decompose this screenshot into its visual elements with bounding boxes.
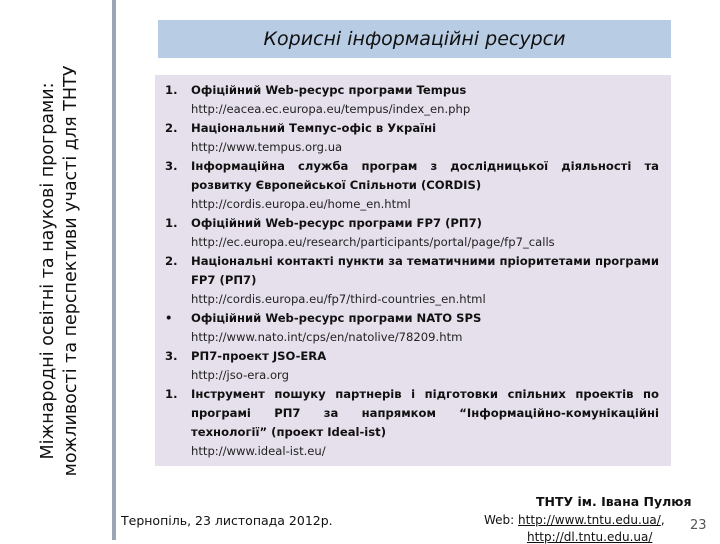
list-item	[161, 347, 659, 385]
slide-title: Корисні інформаційні ресурси	[263, 28, 566, 50]
sidebar	[0, 0, 112, 540]
footer-web-label: Web:	[484, 513, 515, 527]
list-item	[161, 81, 659, 119]
list-marker: •	[165, 311, 173, 325]
presentation-title	[37, 1, 83, 541]
resource-title: Інформаційна служба програм з дослідницької діяльності та розвитку Європейської Спільноти (CORDIS)	[191, 159, 659, 192]
list-item	[161, 214, 659, 252]
footer-web-link-dl[interactable]: http://dl.tntu.edu.ua/	[527, 530, 653, 544]
presentation-title-line1: Міжнародні освітні та наукові програми:	[38, 82, 58, 460]
resource-title: Офіційний Web-ресурс програми NATO SPS	[191, 311, 482, 325]
list-marker: 1.	[165, 216, 178, 230]
footer-university: ТНТУ ім. Івана Пулюя	[536, 494, 692, 509]
resource-link[interactable]: http://www.nato.int/cps/en/natolive/78209.htm	[191, 330, 463, 344]
list-marker: 1.	[165, 83, 178, 97]
sidebar-divider	[112, 0, 116, 540]
resource-link[interactable]: http://cordis.europa.eu/fp7/third-countries_en.html	[191, 292, 486, 306]
resource-title: Офіційний Web-ресурс програми FP7 (РП7)	[191, 216, 482, 230]
list-item	[161, 252, 659, 309]
resource-link[interactable]: http://www.tempus.org.ua	[191, 140, 343, 154]
resources-list	[155, 75, 671, 461]
resource-link[interactable]: http://ec.europa.eu/research/participants/portal/page/fp7_calls	[191, 235, 555, 249]
resource-title: Національний Темпус-офіс в Україні	[191, 121, 437, 135]
resource-title: Національні контакті пункти за тематичними пріоритетами програми FP7 (РП7)	[191, 254, 659, 287]
list-item	[161, 385, 659, 461]
list-item	[161, 309, 659, 347]
list-marker: 2.	[165, 121, 178, 135]
list-item	[161, 157, 659, 214]
footer-web2	[527, 530, 652, 544]
presentation-title-line2: можливості та перспективи участі для ТНТУ	[61, 65, 81, 477]
list-marker: 3.	[165, 349, 178, 363]
footer-web-link-main[interactable]: http://www.tntu.edu.ua/	[518, 513, 661, 527]
resource-link[interactable]: http://jso-era.org	[191, 368, 289, 382]
list-item	[161, 119, 659, 157]
resource-title: Офіційний Web-ресурс програми Tempus	[191, 83, 467, 97]
footer-location-date: Тернопіль, 23 листопада 2012р.	[121, 513, 333, 528]
page-number: 23	[690, 518, 707, 533]
resource-link[interactable]: http://eacea.ec.europa.eu/tempus/index_en.php	[191, 102, 471, 116]
resource-title: РП7-проект JSO-ERA	[191, 349, 327, 363]
resource-link[interactable]: http://cordis.europa.eu/home_en.html	[191, 197, 411, 211]
resources-panel	[155, 75, 671, 466]
footer-web	[484, 513, 665, 527]
resource-link[interactable]: http://www.ideal-ist.eu/	[191, 444, 326, 458]
list-marker: 1.	[165, 387, 178, 401]
resource-title: Інструмент пошуку партнерів і підготовки спільних проектів по програмі РП7 за напрямком “Інформаційно-комунікаційні технології” (проект Ideal-ist)	[191, 387, 659, 439]
footer-web-separator: ,	[660, 513, 665, 527]
list-marker: 3.	[165, 159, 178, 173]
list-marker: 2.	[165, 254, 178, 268]
slide-header	[158, 20, 671, 58]
